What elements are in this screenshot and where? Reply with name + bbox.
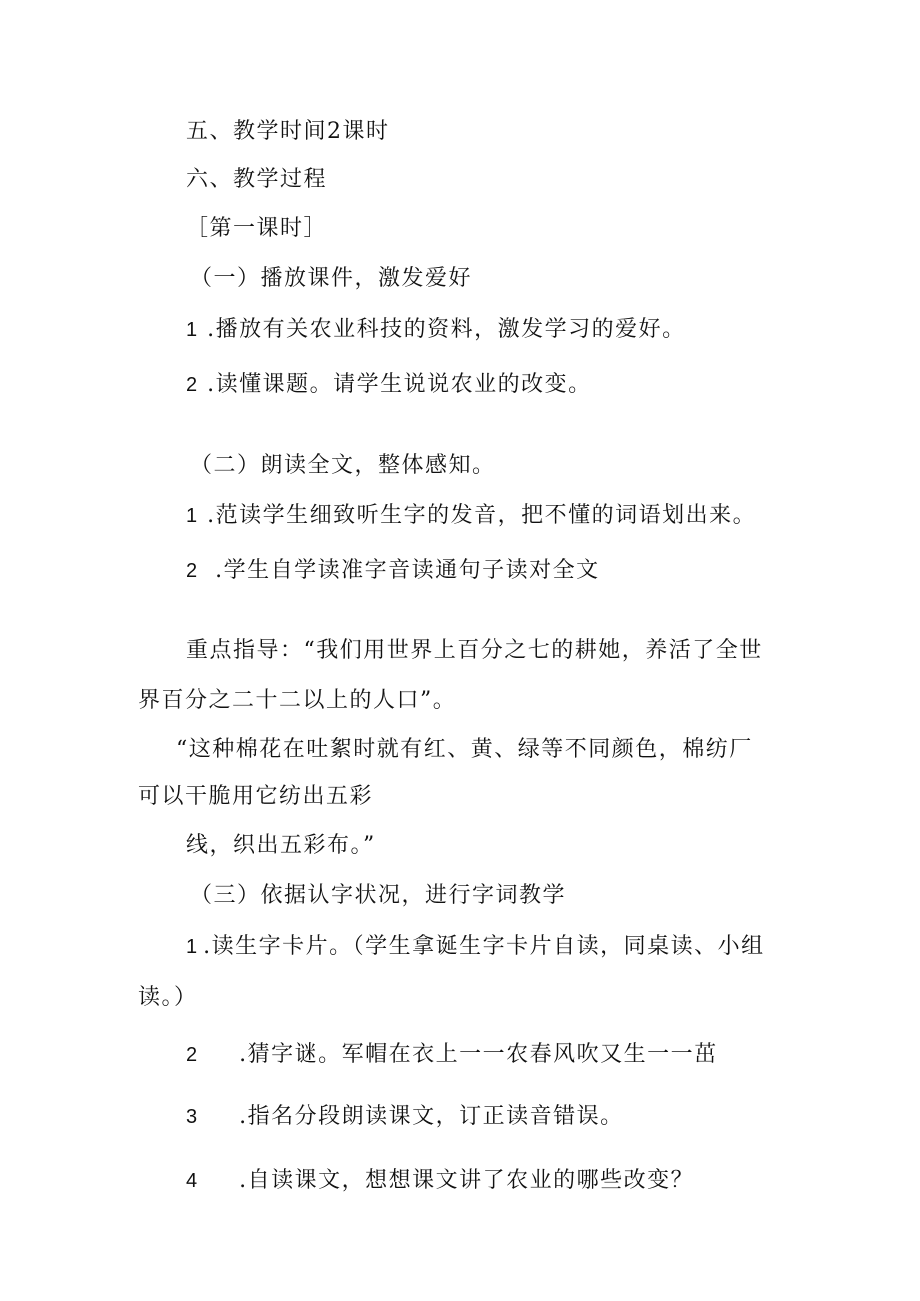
item-number: 4 bbox=[186, 1170, 198, 1192]
section-two-item-2 bbox=[186, 556, 600, 586]
section-three-item-1-continued: 读。） bbox=[138, 985, 198, 1010]
item-text: .学生自学读准字音读通句子读对全文 bbox=[215, 558, 600, 583]
quote-line-1: “这种棉花在吐絮时就有红、黄、绿等不同颜色，棉纺厂 bbox=[176, 737, 753, 762]
teaching-process-line: 六、教学过程 bbox=[186, 167, 328, 192]
quote-line-2: 可以干脆用它纺出五彩 bbox=[138, 784, 374, 809]
section-three-item-1 bbox=[186, 932, 765, 962]
item-number: 2 bbox=[186, 374, 198, 396]
item-text: .猜字谜。军帽在衣上一一农春风吹又生一一茁 bbox=[239, 1042, 718, 1067]
section-three-item-4 bbox=[186, 1166, 694, 1196]
focus-guidance-line-2: 界百分之二十二以上的人口”。 bbox=[138, 688, 457, 713]
item-text: .读生字卡片。（学生拿诞生字卡片自读，同桌读、小组 bbox=[203, 934, 765, 959]
teaching-time-line: 五、教学时间2课时 bbox=[186, 119, 390, 144]
item-number: 1 bbox=[186, 936, 198, 958]
item-text: .指名分段朗读课文，订正读音错误。 bbox=[239, 1104, 624, 1129]
quote-line-3: 线，织出五彩布。” bbox=[186, 833, 376, 858]
section-two-item-1 bbox=[186, 501, 756, 531]
section-three-item-3 bbox=[186, 1102, 624, 1132]
section-one-item-2 bbox=[186, 370, 592, 400]
section-three-title: （三）依据认字状况，进行字词教学 bbox=[190, 883, 567, 908]
item-number: 1 bbox=[186, 505, 198, 527]
item-text: .播放有关农业科技的资料，激发学习的爱好。 bbox=[207, 317, 686, 342]
item-number: 2 bbox=[186, 560, 198, 582]
lesson-one-heading: ［第一课时］ bbox=[186, 216, 328, 241]
item-text: .自读课文，想想课文讲了农业的哪些改变？ bbox=[239, 1168, 695, 1193]
section-one-item-1 bbox=[186, 315, 686, 345]
item-text: .读懂课题。请学生说说农业的改变。 bbox=[207, 372, 592, 397]
section-two-title: （二）朗读全文，整体感知。 bbox=[190, 453, 496, 478]
section-three-item-2 bbox=[186, 1040, 718, 1070]
item-number: 1 bbox=[186, 319, 198, 341]
section-one-title: （一）播放课件，激发爱好 bbox=[190, 266, 473, 291]
item-number: 3 bbox=[186, 1106, 198, 1128]
item-number: 2 bbox=[186, 1044, 198, 1066]
focus-guidance-line-1: 重点指导：“我们用世界上百分之七的耕她，养活了全世 bbox=[186, 638, 763, 663]
item-text: .范读学生细致听生字的发音，把不懂的词语划出来。 bbox=[207, 503, 757, 528]
